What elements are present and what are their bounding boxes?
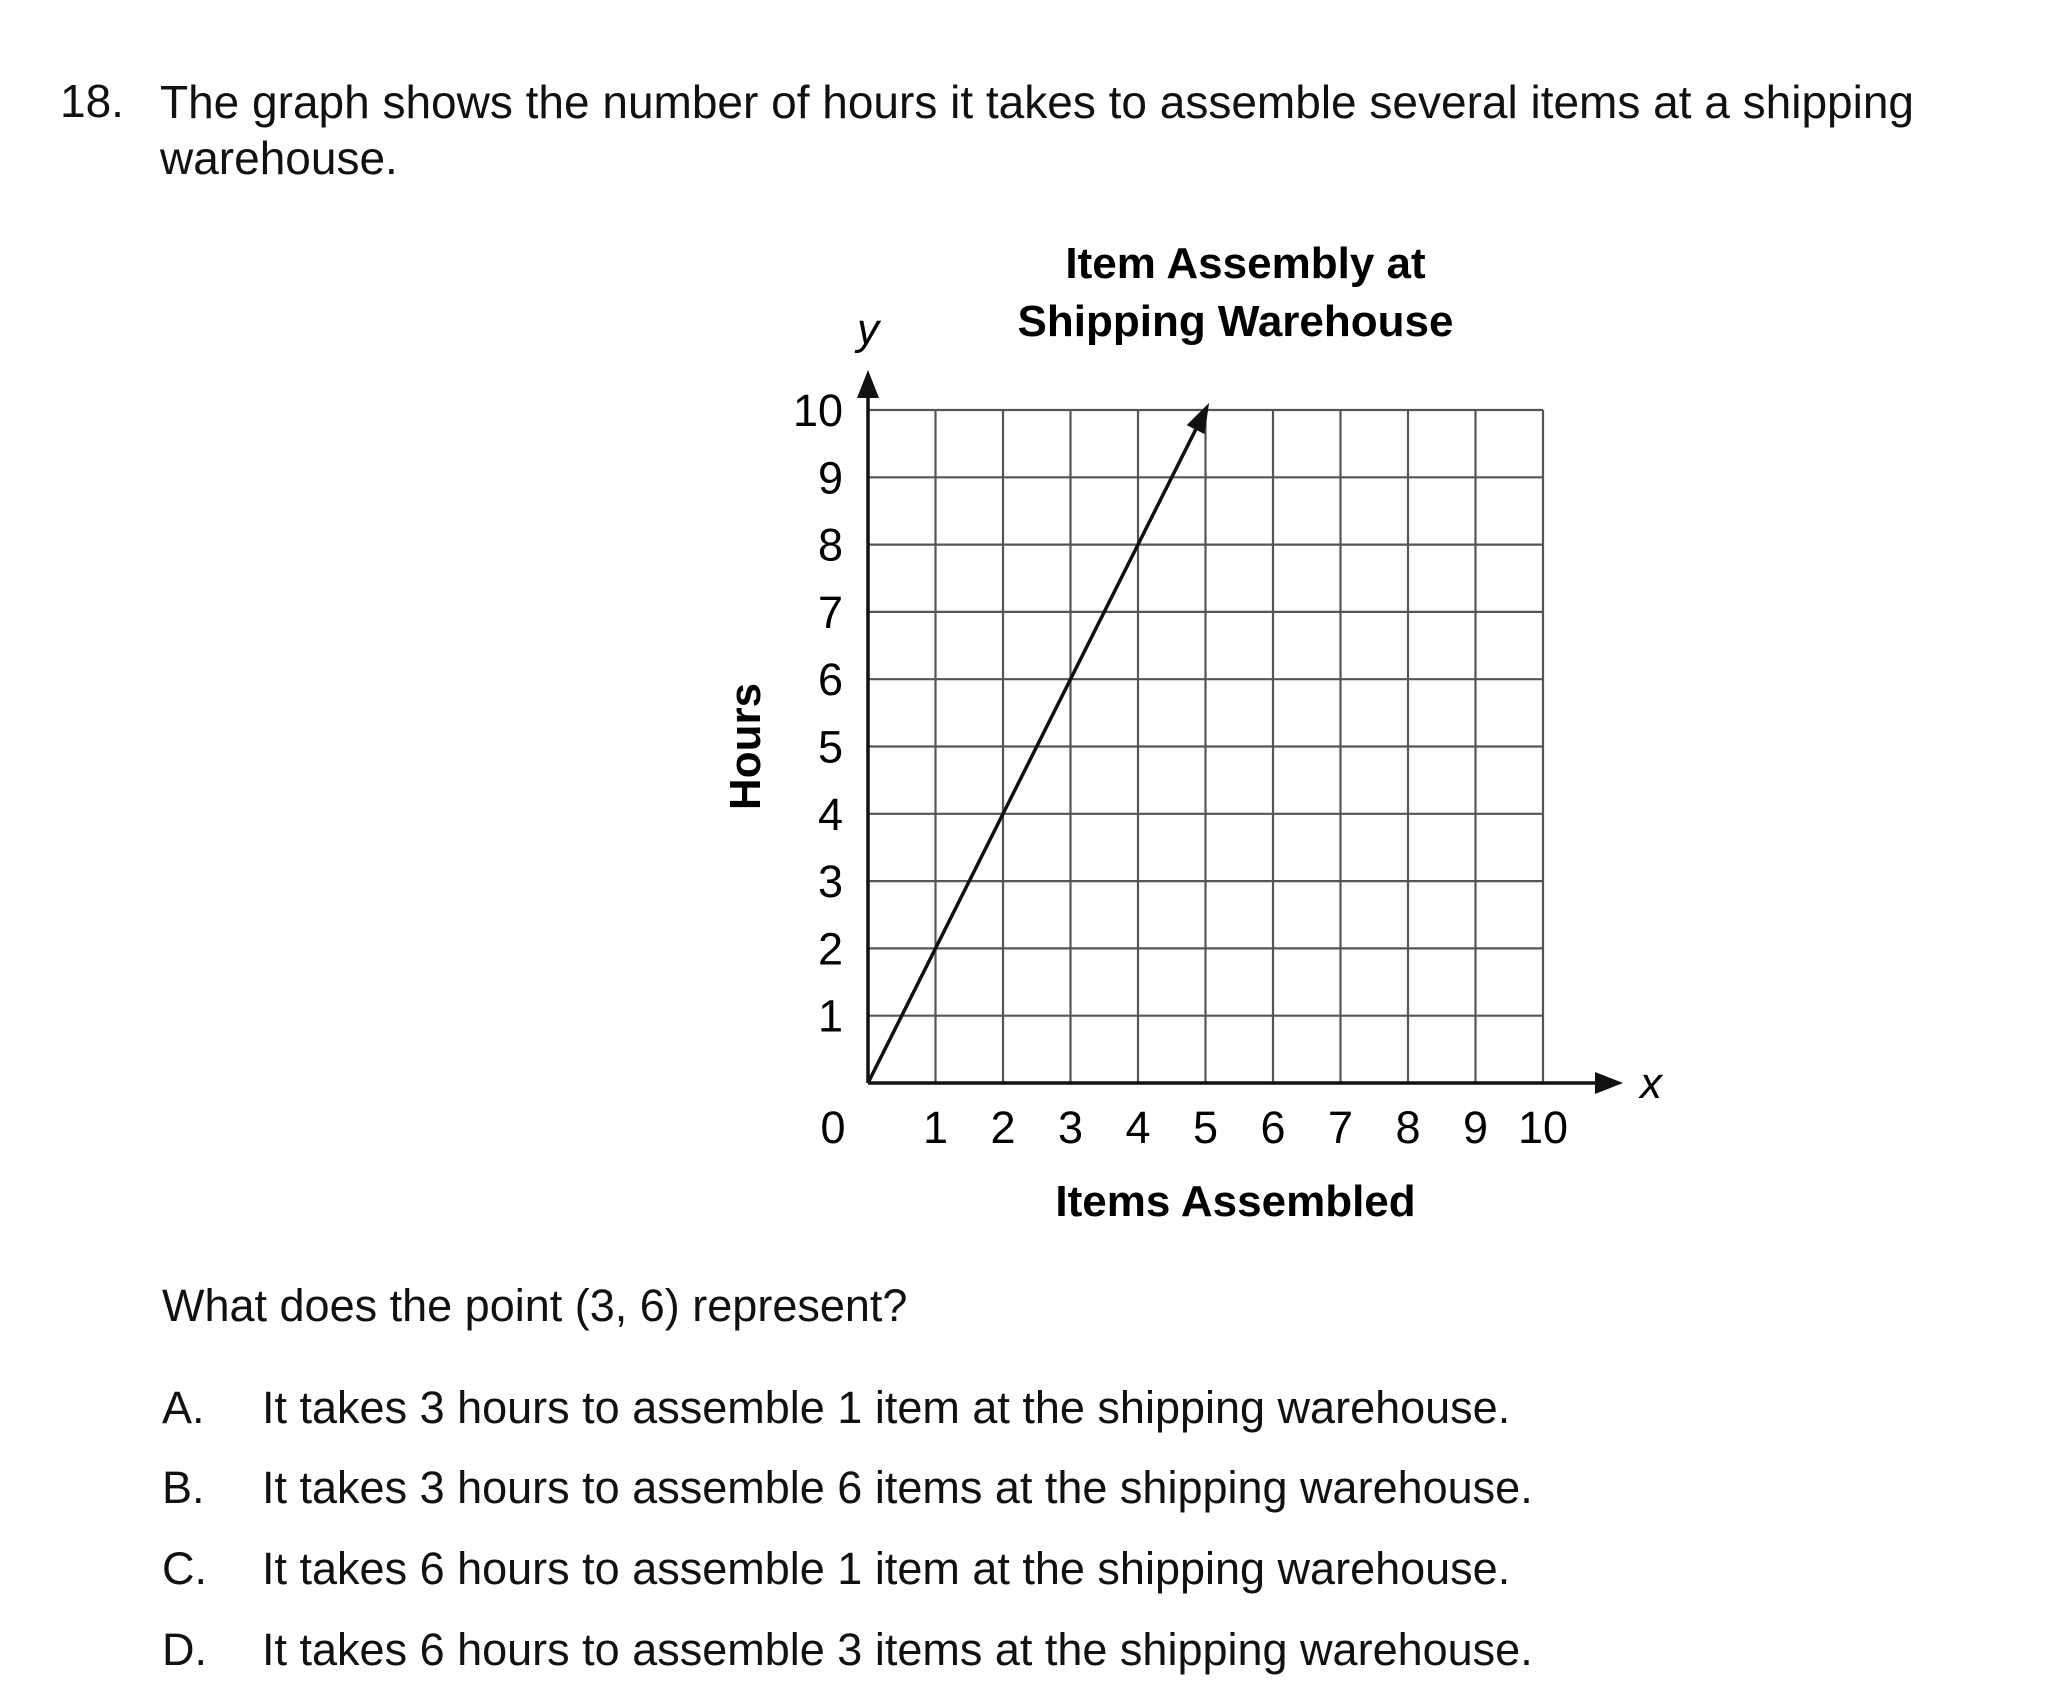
x-axis-letter: x <box>1640 1059 1662 1108</box>
x-tick-label: 8 <box>1395 1102 1421 1153</box>
choice-letter: B. <box>162 1462 205 1513</box>
y-tick-label: 9 <box>817 452 843 504</box>
x-axis-title: Items Assembled <box>1055 1177 1416 1226</box>
x-tick-label: 6 <box>1260 1102 1286 1153</box>
y-tick-label: 10 <box>792 385 843 436</box>
choice-letter: C. <box>162 1543 207 1594</box>
choice-letter: A. <box>162 1382 205 1433</box>
x-tick-label: 10 <box>1517 1102 1569 1153</box>
choice-text: It takes 6 hours to assemble 3 items at the shipping warehouse. <box>262 1624 1533 1675</box>
y-tick-label: 2 <box>817 923 843 975</box>
choice-b[interactable] <box>162 1462 1533 1514</box>
question-prompt: What does the point (3, 6) represent? <box>162 1280 908 1331</box>
x-tick-label: 3 <box>1057 1102 1084 1153</box>
x-tick-label: 7 <box>1327 1102 1354 1153</box>
x-tick-label: 5 <box>1192 1102 1219 1153</box>
choice-a[interactable] <box>162 1382 1510 1434</box>
y-axis-arrow-icon <box>857 370 879 398</box>
chart-title-line: Item Assembly at <box>1065 239 1426 288</box>
choice-d[interactable] <box>162 1624 1533 1676</box>
x-tick-label: 4 <box>1125 1102 1151 1153</box>
choice-c[interactable] <box>162 1543 1510 1595</box>
x-axis-arrow-icon <box>1595 1072 1623 1094</box>
choice-text: It takes 6 hours to assemble 1 item at the shipping warehouse. <box>262 1543 1511 1594</box>
question-number: 18. <box>60 75 124 127</box>
y-tick-label: 6 <box>817 654 843 706</box>
y-axis-letter: y <box>857 305 879 354</box>
y-tick-label: 3 <box>817 856 843 908</box>
x-tick-label: 1 <box>922 1102 949 1153</box>
origin-label: 0 <box>820 1102 846 1153</box>
y-tick-label: 1 <box>817 990 843 1042</box>
y-tick-label: 4 <box>817 788 843 840</box>
choice-text: It takes 3 hours to assemble 6 items at the shipping warehouse. <box>262 1462 1533 1513</box>
y-tick-label: 8 <box>817 519 843 571</box>
x-tick-label: 2 <box>990 1102 1016 1153</box>
choice-letter: D. <box>162 1624 207 1675</box>
chart-title-line: Shipping Warehouse <box>1017 297 1454 346</box>
y-tick-label: 7 <box>817 586 843 638</box>
x-tick-label: 9 <box>1462 1102 1489 1153</box>
y-tick-label: 5 <box>817 721 843 773</box>
question-text: The graph shows the number of hours it takes to assemble several items at a shipping warehouse. <box>160 76 1915 184</box>
y-axis-title: Hours <box>721 682 770 811</box>
choice-text: It takes 3 hours to assemble 1 item at the shipping warehouse. <box>262 1382 1511 1433</box>
